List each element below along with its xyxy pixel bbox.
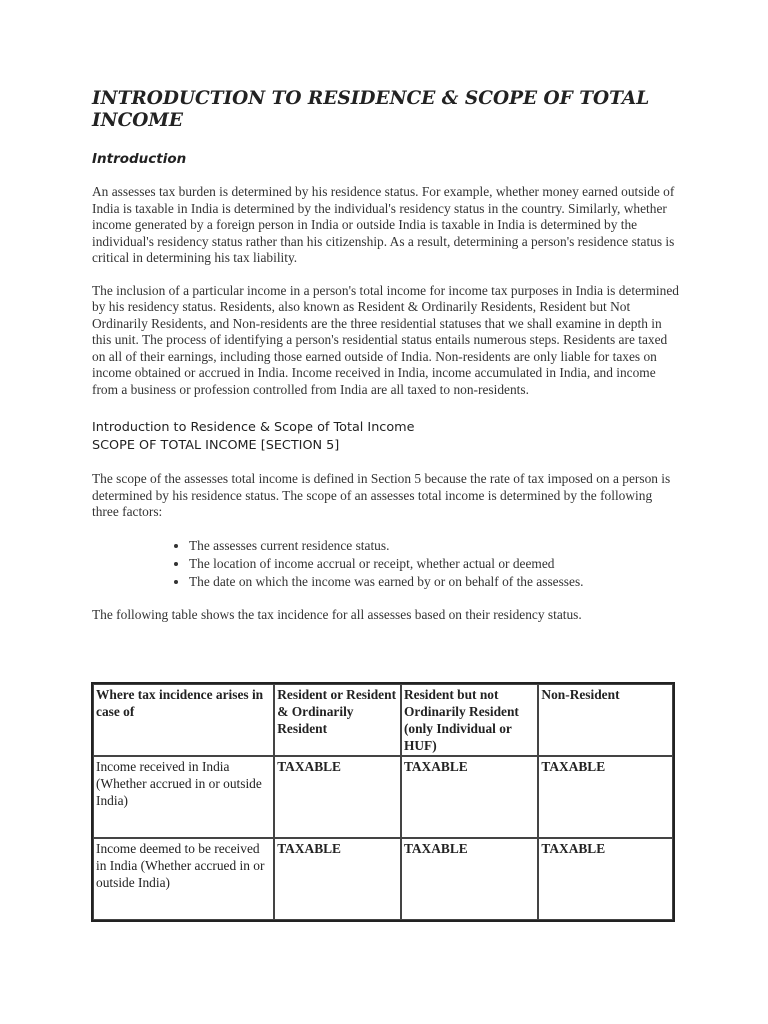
value-cell: TAXABLE [538, 838, 673, 920]
header-non-resident: Non-Resident [538, 684, 673, 756]
document-page [92, 88, 682, 623]
value-cell: TAXABLE [401, 756, 538, 838]
header-rnor: Resident but not Ordinarily Resident (only Individual or HUF) [401, 684, 538, 756]
scope-heading-block [92, 419, 682, 455]
intro-paragraph-2: The inclusion of a particular income in a person's total income for income tax purposes in India is determined by his residency status. Residents, also known as Resident & Ordinarily Residents, Resident but Not Ordinarily Residents, and Non-residents are the three residential statuses that we shall examine in depth in this unit. The process of identifying a person's residential status entails numerous steps. Residents are taxed on all of their earnings, including those earned outside of India. Non-residents are only liable for taxes on income obtained or accrued in India. Income received in India, income accumulated in India, and income from a business or profession controlled from India are all taxed to non-residents. [92, 282, 679, 397]
table-header-row [93, 684, 673, 756]
value-cell: TAXABLE [538, 756, 673, 838]
list-item: • The assesses current residence status. [189, 537, 682, 555]
list-item: • The date on which the income was earned by or on behalf of the assesses. [189, 573, 682, 591]
document-title: INTRODUCTION TO RESIDENCE & SCOPE OF TOTAL INCOME [92, 88, 650, 131]
scope-subheading: Introduction to Residence & Scope of Total Income [92, 420, 415, 435]
list-item: • The location of income accrual or receipt, whether actual or deemed [189, 555, 682, 573]
tax-incidence-table [91, 682, 675, 922]
header-case: Where tax incidence arises in case of [93, 684, 274, 756]
scope-paragraph: The scope of the assesses total income is defined in Section 5 because the rate of tax imposed on a person is determined by his residence status. The scope of an assesses total income is determined by the following three factors: [92, 471, 671, 519]
intro-paragraph-1: An assesses tax burden is determined by his residence status. For example, whether money earned outside of India is taxable in India is determined by the individual's residency status in the country. Similarly, whether income generated by a foreign person in India or outside India is taxable in India is determined by the individual's residency status rather than his citizenship. As a result, determining a person's residence status is critical in determining his tax liability. [92, 184, 675, 265]
table-intro-paragraph: The following table shows the tax incidence for all assesses based on their residency status. [92, 606, 582, 622]
value-cell: TAXABLE [274, 838, 401, 920]
value-cell: TAXABLE [401, 838, 538, 920]
factors-list [92, 537, 682, 591]
table-row [93, 756, 673, 838]
header-resident: Resident or Resident & Ordinarily Resident [274, 684, 401, 756]
table-row [93, 838, 673, 920]
case-cell: Income deemed to be received in India (Whether accrued in or outside India) [93, 838, 274, 920]
introduction-heading: Introduction [92, 151, 187, 167]
case-cell: Income received in India (Whether accrued in or outside India) [93, 756, 274, 838]
value-cell: TAXABLE [274, 756, 401, 838]
scope-section-heading: SCOPE OF TOTAL INCOME [SECTION 5] [92, 438, 340, 453]
